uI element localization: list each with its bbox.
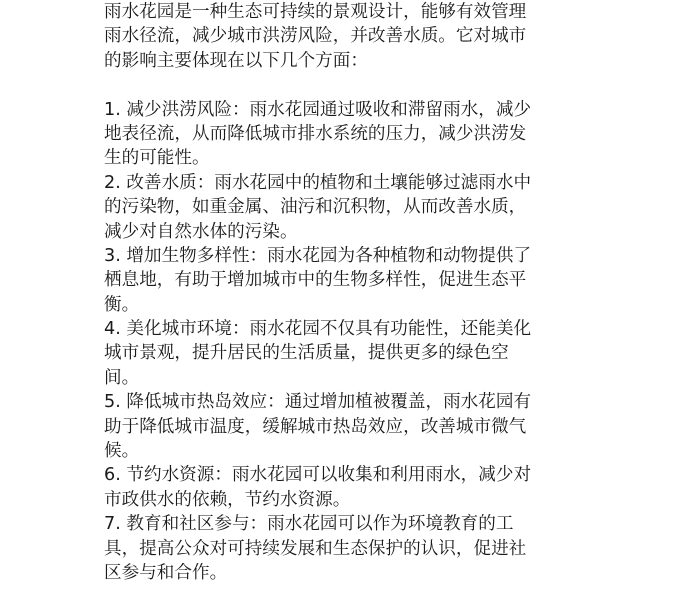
list-line: 市政供水的依赖，节约水资源。 bbox=[104, 489, 351, 510]
intro-line: 雨水花园是一种生态可持续的景观设计，能够有效管理 bbox=[104, 2, 527, 22]
list-line: 减少对自然水体的污染。 bbox=[104, 221, 298, 242]
list-line: 城市景观，提升居民的生活质量，提供更多的绿色空 bbox=[104, 343, 509, 364]
intro-line: 的影响主要体现在以下几个方面： bbox=[104, 50, 368, 71]
list-line: 1. 减少洪涝风险：雨水花园通过吸收和滞留雨水，减少 bbox=[104, 99, 532, 120]
list-line: 具，提高公众对可持续发展和生态保护的认识，促进社 bbox=[104, 538, 527, 559]
list-line: 地表径流，从而降低城市排水系统的压力，减少洪涝发 bbox=[104, 123, 527, 144]
list-line: 助于降低城市温度，缓解城市热岛效应，改善城市微气 bbox=[104, 416, 527, 437]
impact-list bbox=[104, 98, 610, 586]
list-line: 生的可能性。 bbox=[104, 148, 210, 169]
list-line: 的污染物，如重金属、油污和沉积物，从而改善水质， bbox=[104, 197, 527, 218]
paragraph-spacer bbox=[104, 73, 610, 97]
list-line: 4. 美化城市环境：雨水花园不仅具有功能性，还能美化 bbox=[104, 319, 532, 340]
document-body bbox=[104, 0, 610, 585]
list-line: 3. 增加生物多样性：雨水花园为各种植物和动物提供了 bbox=[104, 245, 532, 266]
list-line: 6. 节约水资源：雨水花园可以收集和利用雨水，减少对 bbox=[104, 465, 532, 486]
list-line: 衡。 bbox=[104, 294, 140, 315]
list-line: 栖息地，有助于增加城市中的生物多样性，促进生态平 bbox=[104, 270, 527, 291]
list-line: 7. 教育和社区参与：雨水花园可以作为环境教育的工 bbox=[104, 514, 514, 535]
intro-line: 雨水径流，减少城市洪涝风险，并改善水质。它对城市 bbox=[104, 26, 527, 47]
list-line: 2. 改善水质：雨水花园中的植物和土壤能够过滤雨水中 bbox=[104, 172, 532, 193]
list-line: 区参与和合作。 bbox=[104, 562, 228, 583]
list-line: 间。 bbox=[104, 367, 140, 388]
list-line: 候。 bbox=[104, 441, 140, 462]
list-line: 5. 降低城市热岛效应：通过增加植被覆盖，雨水花园有 bbox=[104, 392, 532, 413]
intro-paragraph bbox=[104, 0, 610, 73]
